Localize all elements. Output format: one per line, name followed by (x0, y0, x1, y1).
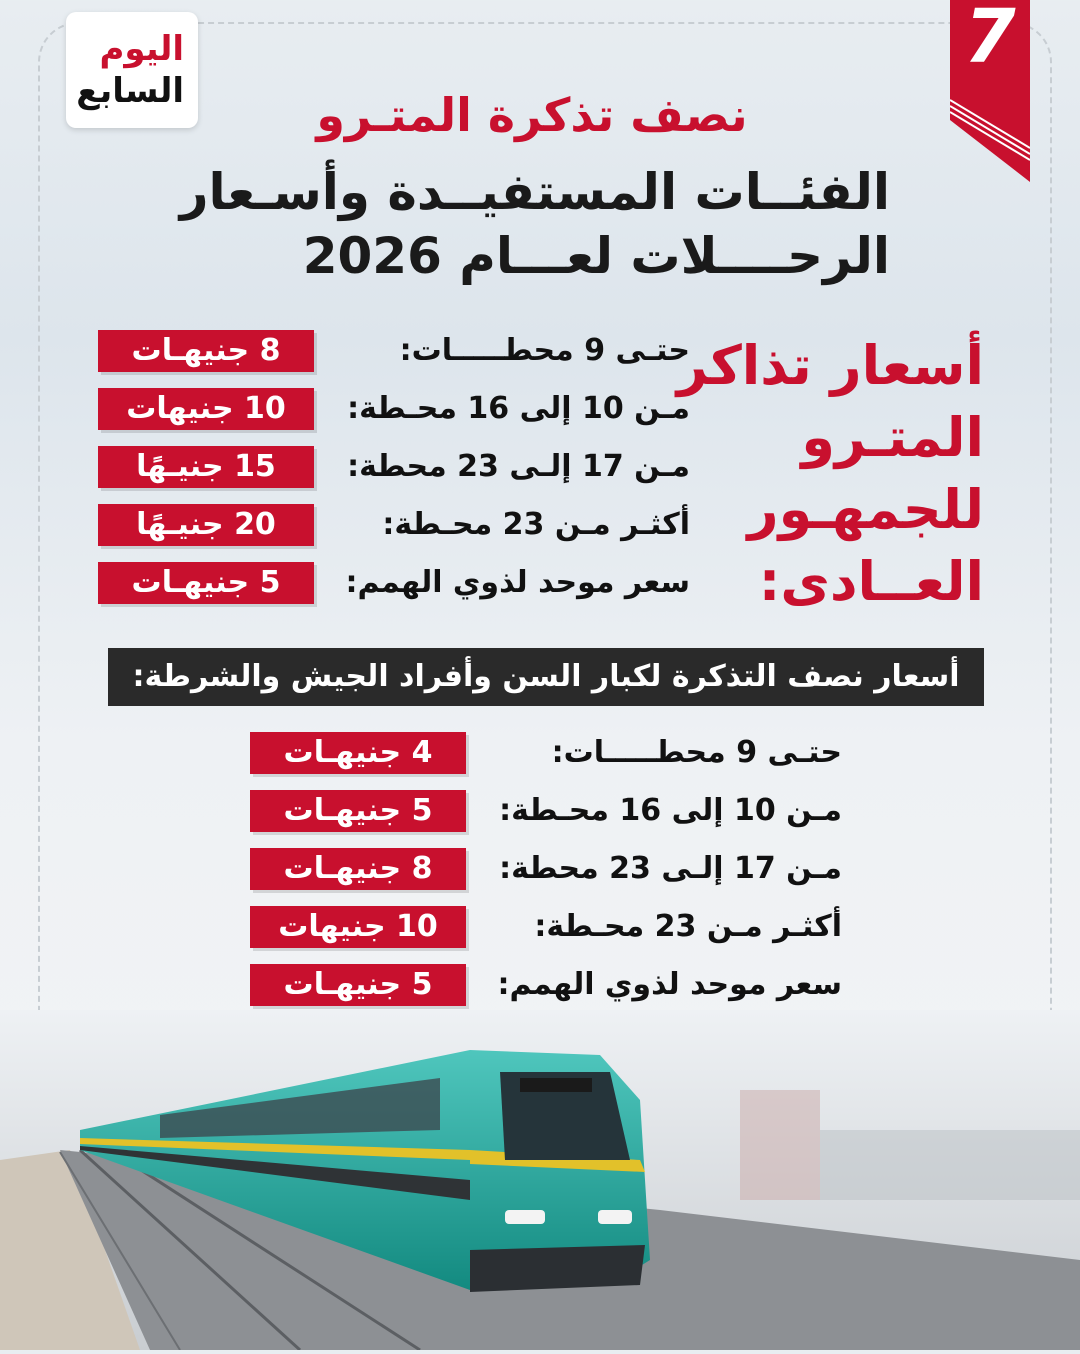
subtitle-line-2: الرحــــلات لعـــام 2026 (302, 227, 890, 285)
section1-row (98, 330, 690, 372)
subtitle-line-1: الفئــات المستفيــدة وأسـعار (179, 163, 890, 221)
row-label: مـن 17 إلـى 23 محطة: (499, 851, 842, 886)
section1-row (98, 446, 690, 488)
number-badge (950, 0, 1030, 182)
section1-heading-line: أسعار تذاكر (676, 334, 984, 397)
price-tag: 5 جنيهـات (250, 964, 466, 1006)
section2-row (250, 964, 842, 1006)
page-title: نصف تذكرة المتـرو (316, 88, 748, 142)
page-subtitle (170, 160, 890, 288)
price-tag: 20 جنيـهًا (98, 504, 314, 546)
price-tag: 8 جنيهـات (250, 848, 466, 890)
row-label: سعر موحد لذوي الهمم: (497, 967, 842, 1002)
row-label: حتـى 9 محطـــــات: (551, 735, 842, 770)
row-label: أكثـر مـن 23 محـطة: (534, 909, 842, 944)
price-tag: 5 جنيهـات (250, 790, 466, 832)
price-tag: 5 جنيهـات (98, 562, 314, 604)
logo-line-2: السابع (76, 71, 184, 111)
metro-train-illustration (0, 1010, 1080, 1350)
metro-train-photo (0, 1010, 1080, 1350)
logo-line-1: اليوم (99, 29, 184, 69)
section2-row (250, 848, 842, 890)
row-label: حتـى 9 محطـــــات: (399, 333, 690, 368)
row-label: مـن 10 إلى 16 محـطة: (499, 793, 842, 828)
section2-row (250, 732, 842, 774)
section2-row (250, 906, 842, 948)
section1-row (98, 388, 690, 430)
price-tag: 10 جنيهات (250, 906, 466, 948)
price-tag: 4 جنيهـات (250, 732, 466, 774)
price-tag: 15 جنيـهًا (98, 446, 314, 488)
price-tag: 8 جنيهـات (98, 330, 314, 372)
section2-row (250, 790, 842, 832)
price-tag: 10 جنيهات (98, 388, 314, 430)
section1-heading-line: العــادى: (758, 550, 984, 613)
section1-heading (676, 330, 984, 618)
row-label: مـن 10 إلى 16 محـطة: (347, 391, 690, 426)
row-label: مـن 17 إلـى 23 محطة: (347, 449, 690, 484)
section1-heading-line: المتـرو (801, 406, 984, 469)
section1-heading-line: للجمهـور (747, 478, 984, 541)
badge-number: 7 (964, 0, 1016, 80)
section2-heading: أسعار نصف التذكرة لكبار السن وأفراد الجيش والشرطة: (108, 648, 984, 706)
row-label: أكثـر مـن 23 محـطة: (382, 507, 690, 542)
brand-logo (66, 12, 198, 128)
row-label: سعر موحد لذوي الهمم: (345, 565, 690, 600)
section1-row (98, 504, 690, 546)
section1-row (98, 562, 690, 604)
